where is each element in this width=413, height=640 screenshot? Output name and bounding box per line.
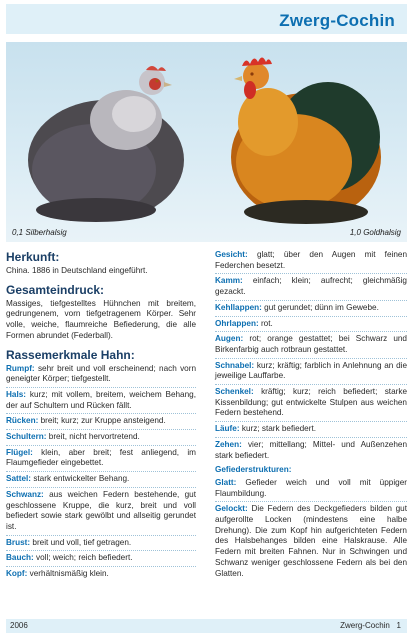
trait-term: Gesicht:: [215, 250, 248, 259]
trait-term: Flügel:: [6, 447, 33, 457]
trait-text: rot; orange gestattet; bei Schwarz und Birkenfarbig auch rotbraun gestattet.: [215, 334, 407, 354]
trait-item: [215, 250, 407, 274]
trait-term: Schultern:: [6, 432, 47, 442]
chicken-photo: [6, 42, 407, 242]
trait-item: [215, 334, 407, 358]
trait-term: Bauch:: [6, 553, 34, 563]
trait-item: [6, 553, 196, 567]
trait-term: Schenkel:: [215, 387, 254, 397]
trait-text: aus weichen Federn bestehende, gut geschlossene Kruppe, die kurz, breit und voll befiedert sowie stark gewölbt und allseitig gerundet ist.: [6, 489, 197, 531]
trait-text: breit und voll, tief getragen.: [32, 537, 132, 547]
trait-item: [6, 364, 196, 388]
trait-text: rot.: [260, 318, 273, 328]
trait-item: [215, 504, 407, 581]
trait-item: [215, 361, 407, 385]
trait-text: kurz; stark befiedert.: [241, 424, 317, 434]
trait-item: [215, 303, 407, 317]
rasse-list: [6, 364, 196, 582]
left-column: [6, 250, 196, 584]
trait-item: [215, 276, 407, 300]
page-footer: [6, 619, 407, 633]
trait-item: [215, 319, 407, 333]
trait-term: Zehen:: [215, 439, 242, 449]
trait-term: Schnabel:: [215, 360, 255, 370]
footer-page-number: 1: [396, 621, 401, 630]
heading-gefiederstrukturen: Gefiederstrukturen:: [215, 465, 292, 475]
trait-text: kräftig; kurz; reich befiedert; starke Kissenbildung; gut entwickelte Stulpen aus weichen Federn bestehend.: [215, 387, 408, 418]
footer-page-label: Zwerg-Cochin: [340, 621, 390, 630]
trait-term: Kopf:: [6, 569, 28, 579]
text-gesamteindruck: Massiges, tiefgestelltes Hühnchen mit breitem, gedrungenem, vorn tiefgetragenem Körper. Sehr volle, weiche, flaumreiche Befiederung, die alle Formen abrundet (Federball).: [6, 298, 196, 340]
trait-item: [6, 538, 196, 552]
trait-item: [6, 448, 196, 472]
trait-term: Brust:: [6, 537, 31, 547]
caption-gold-rooster: 1,0 Goldhalsig: [349, 228, 401, 237]
title-bar: [6, 4, 407, 34]
trait-item: [215, 387, 407, 422]
footer-year: 2006: [10, 621, 28, 630]
trait-term: Sattel:: [6, 474, 32, 484]
trait-text: kurz; kräftig; farblich in Anlehnung an die jeweilige Lauffarbe.: [215, 360, 408, 381]
feather-structure-list: [215, 478, 407, 581]
trait-item: [6, 569, 196, 582]
trait-text: kurz; mit vollem, breitem, weichem Behang, der auf Schultern und Rücken fällt.: [6, 389, 196, 410]
text-herkunft: China. 1886 in Deutschland eingeführt.: [6, 266, 148, 275]
trait-text: voll; weich; reich befiedert.: [36, 553, 133, 563]
page-title: Zwerg-Cochin: [279, 11, 395, 30]
trait-term: Läufe:: [215, 424, 240, 434]
trait-item: [215, 478, 407, 502]
trait-term: Kehllappen:: [215, 302, 262, 312]
heading-rassemerkmale: Rassemerkmale Hahn:: [6, 347, 135, 362]
trait-text: breit, nicht hervortretend.: [48, 432, 140, 442]
silver-hen-figure: [28, 66, 184, 222]
trait-term: Augen:: [215, 334, 244, 344]
heading-gesamteindruck: Gesamteindruck:: [6, 282, 105, 297]
chicken-illustration: [6, 42, 407, 242]
heading-herkunft: Herkunft:: [6, 250, 60, 264]
trait-text: glatt; über den Augen mit feinen Federchen besetzt.: [215, 250, 407, 270]
trait-item: [6, 432, 196, 446]
caption-silver-hen: 0,1 Silberhalsig: [12, 228, 67, 237]
trait-text: breit; kurz; zur Kruppe ansteigend.: [40, 416, 166, 426]
head-traits-list: [215, 250, 407, 463]
trait-item: [6, 416, 196, 430]
trait-item: [215, 424, 407, 438]
trait-term: Rücken:: [6, 416, 39, 426]
trait-term: Gelockt:: [215, 504, 248, 514]
trait-text: sehr breit und voll erscheinend; nach vorn geneigter Körper; tiefgestellt.: [6, 363, 197, 384]
footer-page: [340, 619, 401, 633]
trait-term: Rumpf:: [6, 363, 35, 373]
trait-text: gut gerundet; dünn im Gewebe.: [264, 302, 379, 312]
right-column: [215, 250, 407, 583]
trait-item: [215, 440, 407, 463]
trait-term: Hals:: [6, 389, 27, 399]
gold-rooster-figure: [231, 58, 381, 225]
trait-text: vier; mittellang; Mittel- und Außenzehen stark befiedert.: [215, 439, 407, 460]
trait-item: [6, 490, 196, 536]
trait-term: Ohrlappen:: [215, 318, 259, 328]
trait-text: klein, aber breit; fest anliegend, im Flaumgefieder eingebettet.: [6, 447, 196, 468]
trait-text: Die Federn des Deckgefieders bilden gut aufgerollte Locken (mindestens eine halbe Drehung). Die zum Kopf hin aufgerichteten Federn des Halsbehanges bilden eine Halskrause. Alle Federn mit breiten Fahnen. Nur in Schwingen und Schwanz weniger geschlossene Federn als bei den Glatten.: [215, 504, 408, 578]
trait-item: [6, 474, 196, 488]
trait-term: Glatt:: [215, 477, 237, 487]
trait-term: Schwanz:: [6, 489, 44, 499]
trait-text: einfach; klein; aufrecht; gleichmäßig gezackt.: [215, 276, 407, 297]
trait-term: Kamm:: [215, 276, 243, 286]
trait-text: stark entwickelter Behang.: [33, 474, 130, 484]
trait-item: [6, 390, 196, 414]
trait-text: verhältnismäßig klein.: [29, 569, 109, 579]
trait-text: Gefieder weich und voll mit üppiger Flaumbildung.: [215, 477, 407, 498]
